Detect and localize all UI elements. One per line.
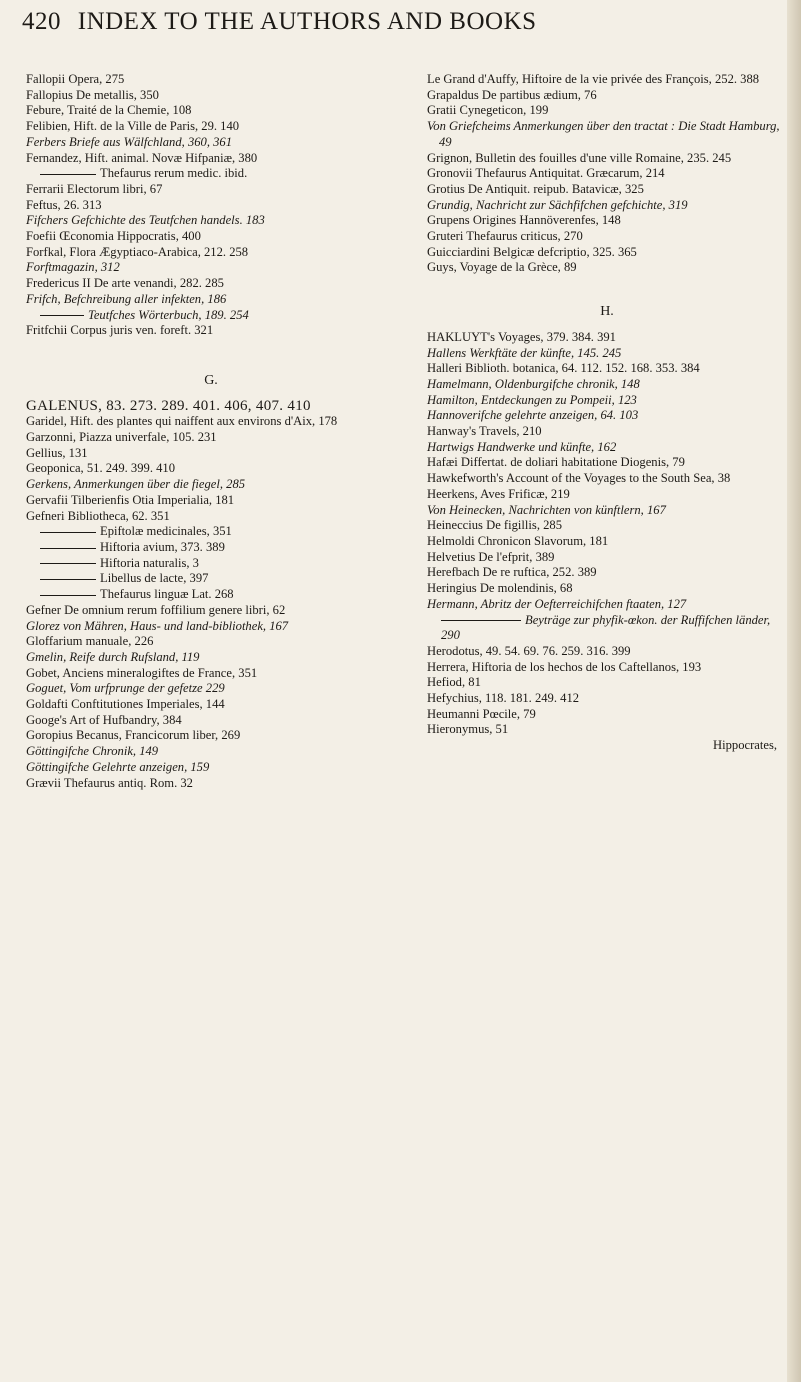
index-entry: Göttingifche Chronik, 149 [26,744,159,759]
index-entry: Herrera, Hiftoria de los hechos de los Caftellanos, 193 [427,659,702,674]
index-entry: Hannoverifche gelehrte anzeigen, 64. 103 [427,408,639,423]
index-entry: Grundig, Nachricht zur Sächfifchen gefchichte, 319 [427,197,688,212]
index-entry: Teutfches Wörterbuch, 189. 254 [88,307,249,322]
ditto-dash [40,563,96,564]
index-entry: Goldafti Conftitutiones Imperiales, 144 [26,697,225,712]
ditto-dash [40,595,96,596]
ditto-dash [40,579,96,580]
section-f [26,72,396,339]
index-entry: Gmelin, Reife durch Rufsland, 119 [26,649,200,664]
index-entry: Gerkens, Anmerkungen über die fiegel, 285 [26,477,246,492]
index-entry: Hefiod, 81 [427,675,481,690]
running-title: INDEX TO THE AUTHORS AND BOOKS [77,8,537,35]
ditto-dash [40,174,96,175]
section-h [427,330,787,754]
index-entry: Herefbach De re ruftica, 252. 389 [427,565,597,580]
index-entry: Gobet, Anciens mineralogiftes de France, 351 [26,665,258,680]
index-entry: Fallopius De metallis, 350 [26,87,159,102]
page-number: 420 [22,8,61,35]
index-entry: Herodotus, 49. 54. 69. 76. 259. 316. 399 [427,643,631,658]
index-entry: Heumanni Pœcile, 79 [427,706,536,721]
index-entry: Helvetius De l'efprit, 389 [427,549,555,564]
index-entry: Thefaurus linguæ Lat. 268 [100,587,234,602]
index-entry: Hermann, Abritz der Oefterreichifchen ftaaten, 127 [427,596,687,611]
ditto-dash [40,315,84,316]
index-entry: Felibien, Hift. de la Ville de Paris, 29. 140 [26,119,240,134]
index-entry: Epiftolæ medicinales, 351 [100,524,232,539]
running-header [22,8,782,36]
index-entry: Hanway's Travels, 210 [427,424,542,439]
index-entry: Febure, Traité de la Chemie, 108 [26,103,192,118]
index-entry: Grævii Thefaurus antiq. Rom. 32 [26,775,193,790]
ditto-dash [40,548,96,549]
index-entry: Grignon, Bulletin des fouilles d'une ville Romaine, 235. 245 [427,150,732,165]
index-entry: Thefaurus rerum medic. ibid. [100,166,248,181]
index-entry: Hiftoria avium, 373. 389 [100,539,225,554]
index-entry: Goropius Becanus, Francicorum liber, 269 [26,728,241,743]
section-letter-h: H. [600,304,614,320]
section-g-continued [427,72,787,276]
index-entry: Guys, Voyage de la Grèce, 89 [427,260,577,275]
index-entry: Gronovii Thefaurus Antiquitat. Græcarum, 214 [427,166,665,181]
section-letter-g: G. [204,372,218,388]
index-entry: Hartwigs Handwerke und künfte, 162 [427,439,617,454]
index-entry: Göttingifche Gelehrte anzeigen, 159 [26,759,210,774]
index-entry: Glorez von Mähren, Haus- und land-bibliothek, 167 [26,618,289,633]
index-entry: Goguet, Vom urfprunge der gefetze 229 [26,681,225,696]
index-entry: Forftmagazin, 312 [26,260,120,275]
index-entry: Heringius De molendinis, 68 [427,581,573,596]
index-entry: Heineccius De figillis, 285 [427,518,563,533]
index-entry: Grotius De Antiquit. reipub. Batavicæ, 325 [427,181,644,196]
index-entry: Beyträge zur phyfik-œkon. der Ruffifchen länder, 290 [441,612,771,643]
index-entry: Fernandez, Hift. animal. Novæ Hifpaniæ, 380 [26,150,258,165]
index-entry: Feftus, 26. 313 [26,197,102,212]
index-entry: Grapaldus De partibus ædium, 76 [427,87,597,102]
index-entry: Hafæi Differtat. de doliari habitatione Diogenis, 79 [427,455,685,470]
index-entry: Ferrarii Electorum libri, 67 [26,181,163,196]
index-entry: Forfkal, Flora Ægyptiaco-Arabica, 212. 258 [26,244,249,259]
index-entry: Googe's Art of Hufbandry, 384 [26,712,182,727]
index-entry: Le Grand d'Auffy, Hiftoire de la vie privée des François, 252. 388 [427,72,760,86]
index-entry: Von Griefcheims Anmerkungen über den tractat : Die Stadt Hamburg, 49 [427,119,780,149]
index-entry: Gruteri Thefaurus criticus, 270 [427,229,583,244]
index-entry: Gellius, 131 [26,445,88,460]
index-entry: Garzonni, Piazza univerfale, 105. 231 [26,430,217,445]
index-entry: Geoponica, 51. 249. 399. 410 [26,461,176,476]
index-entry: Libellus de lacte, 397 [100,571,209,586]
index-entry: Ferbers Briefe aus Wälfchland, 360, 361 [26,134,233,149]
index-entry: Hefychius, 118. 181. 249. 412 [427,691,580,706]
index-entry: Guicciardini Belgicæ defcriptio, 325. 365 [427,244,637,259]
index-entry: Heerkens, Aves Frificæ, 219 [427,486,570,501]
index-entry: Fritfchii Corpus juris ven. foreft. 321 [26,323,214,338]
index-entry: Frifch, Befchreibung aller infekten, 186 [26,291,227,306]
index-entry: GALENUS, 83. 273. 289. 401. 406, 407. 410 [26,397,311,414]
index-entry: Grupens Origines Hannöverenfes, 148 [427,213,621,228]
index-entry: Fallopii Opera, 275 [26,72,125,86]
ditto-dash [40,532,96,533]
index-entry: Gloffarium manuale, 226 [26,634,154,649]
index-entry: Gratii Cynegeticon, 199 [427,103,549,118]
catchword: Hippocrates, [713,738,777,753]
index-entry: Gervafii Tilberienfis Otia Imperialia, 181 [26,492,235,507]
left-column [26,72,396,791]
index-entry: Foefii Œconomia Hippocratis, 400 [26,229,201,244]
index-entry: Fifchers Gefchichte des Teutfchen handels. 183 [26,213,265,228]
index-entry: Hiftoria naturalis, 3 [100,555,199,570]
index-entry: Hawkefworth's Account of the Voyages to the South Sea, 38 [427,471,731,486]
index-entry: Helmoldi Chronicon Slavorum, 181 [427,533,609,548]
index-entry: Hamelmann, Oldenburgifche chronik, 148 [427,376,640,391]
index-entry: Gefneri Bibliotheca, 62. 351 [26,508,170,523]
index-entry: Fredericus II De arte venandi, 282. 285 [26,276,224,291]
right-column [427,72,787,754]
index-entry: Von Heinecken, Nachrichten von künftlern, 167 [427,502,666,517]
section-g [26,399,396,792]
index-entry: Halleri Biblioth. botanica, 64. 112. 152. 168. 353. 384 [427,361,700,376]
index-entry: Garidel, Hift. des plantes qui naiffent aux environs d'Aix, 178 [26,414,338,429]
index-entry: Hallens Werkftäte der künfte, 145. 245 [427,345,622,360]
page-edge [787,0,801,1382]
index-entry: Hamilton, Entdeckungen zu Pompeii, 123 [427,392,637,407]
index-entry: HAKLUYT's Voyages, 379. 384. 391 [427,329,616,344]
index-entry: Hieronymus, 51 [427,722,509,737]
index-entry: Gefner De omnium rerum foffilium genere libri, 62 [26,602,286,617]
ditto-dash [441,620,521,621]
